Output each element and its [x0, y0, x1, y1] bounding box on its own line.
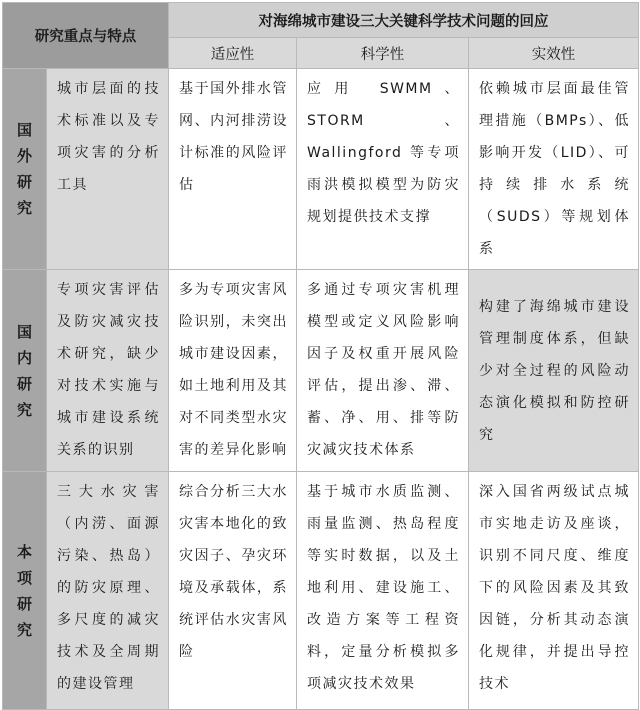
cell-effect: 深入国省两级试点城市实地走访及座谈，识别不同尺度、维度下的风险因素及其致因链，分析其动态演化规律，并提出导控技术 [469, 472, 639, 710]
cell-adapt: 多为专项灾害风险识别，未突出城市建设因素，如土地利用及其对不同类型水灾害的差异化影响 [169, 270, 297, 472]
cell-focus: 专项灾害评估及防灾减灾技术研究，缺少对技术实施与城市建设系统关系的识别 [47, 270, 169, 472]
table-row [3, 270, 639, 472]
cell-effect: 依赖城市层面最佳管理措施（BMPs）、低影响开发（LID）、可持续排水系统（SUDS）等规划体系 [469, 69, 639, 270]
corner-header: 研究重点与特点 [3, 3, 169, 69]
table-row [3, 69, 639, 270]
cell-adapt: 基于国外排水管网、内河排涝设计标准的风险评估 [169, 69, 297, 270]
cell-science: 多通过专项灾害机理模型或定义风险影响因子及权重开展风险评估，提出渗、滞、蓄、净、用、排等防灾减灾技术体系 [297, 270, 469, 472]
column-header-effect: 实效性 [469, 38, 639, 69]
row-label-domestic: 国 内 研 究 [3, 270, 47, 472]
group-title: 对海绵城市建设三大关键科学技术问题的回应 [169, 3, 639, 38]
cell-adapt: 综合分析三大水灾害本地化的致灾因子、孕灾环境及承载体，系统评估水灾害风险 [169, 472, 297, 710]
column-header-adapt: 适应性 [169, 38, 297, 69]
cell-focus: 三大水灾害（内涝、面源污染、热岛）的防灾原理、多尺度的减灾技术及全周期的建设管理 [47, 472, 169, 710]
comparison-table-container [2, 2, 638, 692]
table-row [3, 472, 639, 710]
cell-science: 基于城市水质监测、雨量监测、热岛程度等实时数据，以及土地利用、建设施工、改造方案等工程资料，定量分析模拟多项减灾技术效果 [297, 472, 469, 710]
cell-effect: 构建了海绵城市建设管理制度体系，但缺少对全过程的风险动态演化模拟和防控研究 [469, 270, 639, 472]
row-label-this-study: 本 项 研 究 [3, 472, 47, 710]
cell-focus: 城市层面的技术标准以及专项灾害的分析工具 [47, 69, 169, 270]
research-comparison-table [2, 2, 639, 710]
header-row-top [3, 3, 639, 38]
column-header-science: 科学性 [297, 38, 469, 69]
row-label-foreign: 国 外 研 究 [3, 69, 47, 270]
cell-science: 应用 SWMM、STORM、Wallingford 等专项雨洪模拟模型为防灾规划提供技术支撑 [297, 69, 469, 270]
